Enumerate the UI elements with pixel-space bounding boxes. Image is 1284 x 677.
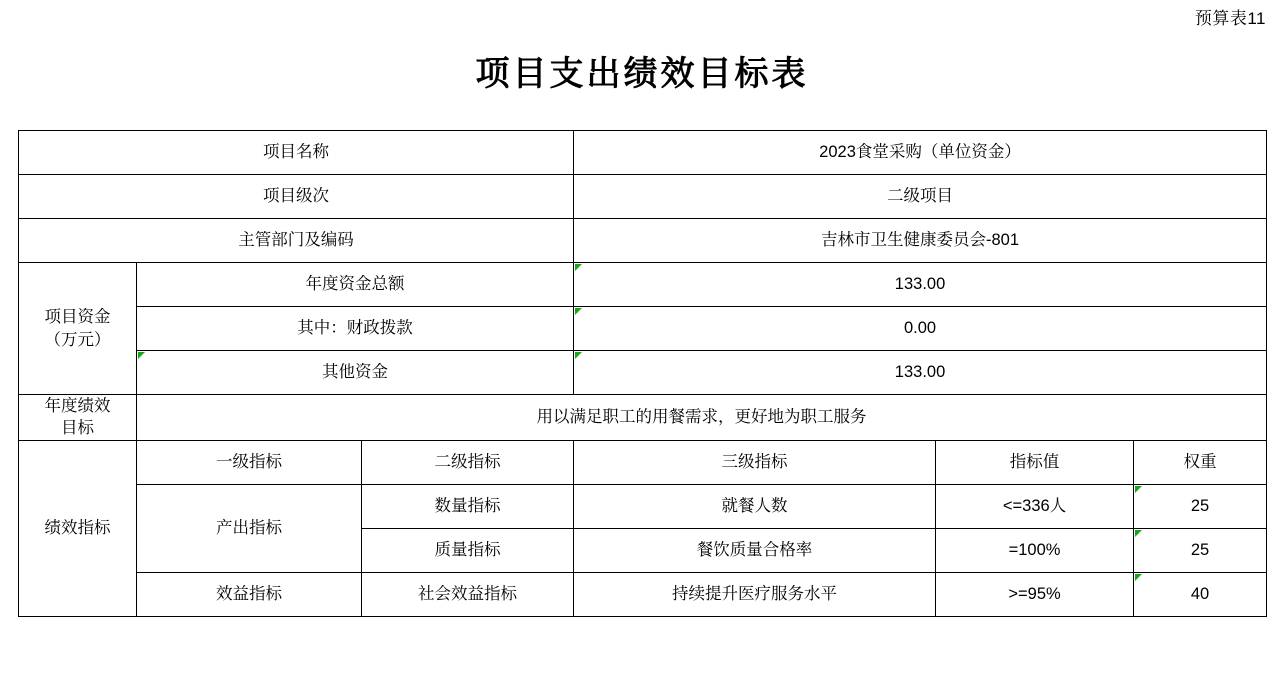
project-level-value: 二级项目	[574, 175, 1267, 219]
table-row-fund-total	[19, 263, 1267, 307]
table-row-annual-goal	[19, 395, 1267, 441]
budget-form-number: 预算表11	[1194, 9, 1266, 28]
annual-goal-label-line2: 目标	[61, 419, 94, 438]
performance-indicator-label: 绩效指标	[19, 440, 137, 616]
table-row-department	[19, 219, 1267, 263]
indicator-value: =100%	[936, 528, 1134, 572]
fund-section-label-line1: 项目资金	[44, 308, 111, 327]
fund-fiscal-label: 其中：财政拨款	[137, 307, 574, 351]
indicator-weight-text: 40	[1190, 584, 1210, 603]
project-name-label: 项目名称	[19, 131, 574, 175]
indicator-weight-text: 25	[1190, 496, 1210, 515]
table-row-fund-other	[19, 351, 1267, 395]
table-row-indicator-headers	[19, 440, 1267, 484]
comment-marker-icon	[138, 352, 145, 359]
fund-section-label	[19, 263, 137, 395]
department-label: 主管部门及编码	[19, 219, 574, 263]
fund-other-value	[574, 351, 1267, 395]
indicator-level1-benefit: 效益指标	[137, 572, 362, 616]
fund-fiscal-value-text: 0.00	[903, 319, 937, 338]
performance-goal-table	[18, 130, 1267, 617]
indicator-level2: 质量指标	[362, 528, 574, 572]
annual-goal-label	[19, 395, 137, 441]
fund-total-label: 年度资金总额	[137, 263, 574, 307]
indicator-header-level1: 一级指标	[137, 440, 362, 484]
fund-total-value-text: 133.00	[894, 275, 946, 294]
indicator-level3: 餐饮质量合格率	[574, 528, 936, 572]
comment-marker-icon	[1135, 574, 1142, 581]
fund-other-label-text: 其他资金	[322, 363, 389, 382]
indicator-level1-output: 产出指标	[137, 484, 362, 572]
table-row-indicator-2	[19, 572, 1267, 616]
indicator-weight	[1134, 484, 1267, 528]
comment-marker-icon	[1135, 486, 1142, 493]
page-title: 项目支出绩效目标表	[475, 55, 809, 93]
indicator-weight-text: 25	[1190, 540, 1210, 559]
comment-marker-icon	[575, 308, 582, 315]
indicator-value: <=336人	[936, 484, 1134, 528]
comment-marker-icon	[1135, 530, 1142, 537]
indicator-level3: 就餐人数	[574, 484, 936, 528]
comment-marker-icon	[575, 264, 582, 271]
indicator-header-value: 指标值	[936, 440, 1134, 484]
annual-goal-value: 用以满足职工的用餐需求，更好地为职工服务	[137, 395, 1267, 441]
fund-other-label	[137, 351, 574, 395]
fund-other-value-text: 133.00	[894, 363, 946, 382]
annual-goal-label-line1: 年度绩效	[44, 397, 111, 415]
comment-marker-icon	[575, 352, 582, 359]
table-row-project-name	[19, 131, 1267, 175]
indicator-header-level3: 三级指标	[574, 440, 936, 484]
project-name-value: 2023食堂采购（单位资金）	[574, 131, 1267, 175]
indicator-weight	[1134, 528, 1267, 572]
indicator-level2: 社会效益指标	[362, 572, 574, 616]
indicator-level3: 持续提升医疗服务水平	[574, 572, 936, 616]
table-row-project-level	[19, 175, 1267, 219]
indicator-level2: 数量指标	[362, 484, 574, 528]
table-row-fund-fiscal	[19, 307, 1267, 351]
fund-section-label-line2: （万元）	[44, 330, 111, 349]
department-value: 吉林市卫生健康委员会-801	[574, 219, 1267, 263]
fund-fiscal-value	[574, 307, 1267, 351]
project-level-label: 项目级次	[19, 175, 574, 219]
table-row-indicator-0	[19, 484, 1267, 528]
indicator-header-level2: 二级指标	[362, 440, 574, 484]
indicator-weight	[1134, 572, 1267, 616]
indicator-value: >=95%	[936, 572, 1134, 616]
indicator-header-weight: 权重	[1134, 440, 1267, 484]
fund-total-value	[574, 263, 1267, 307]
